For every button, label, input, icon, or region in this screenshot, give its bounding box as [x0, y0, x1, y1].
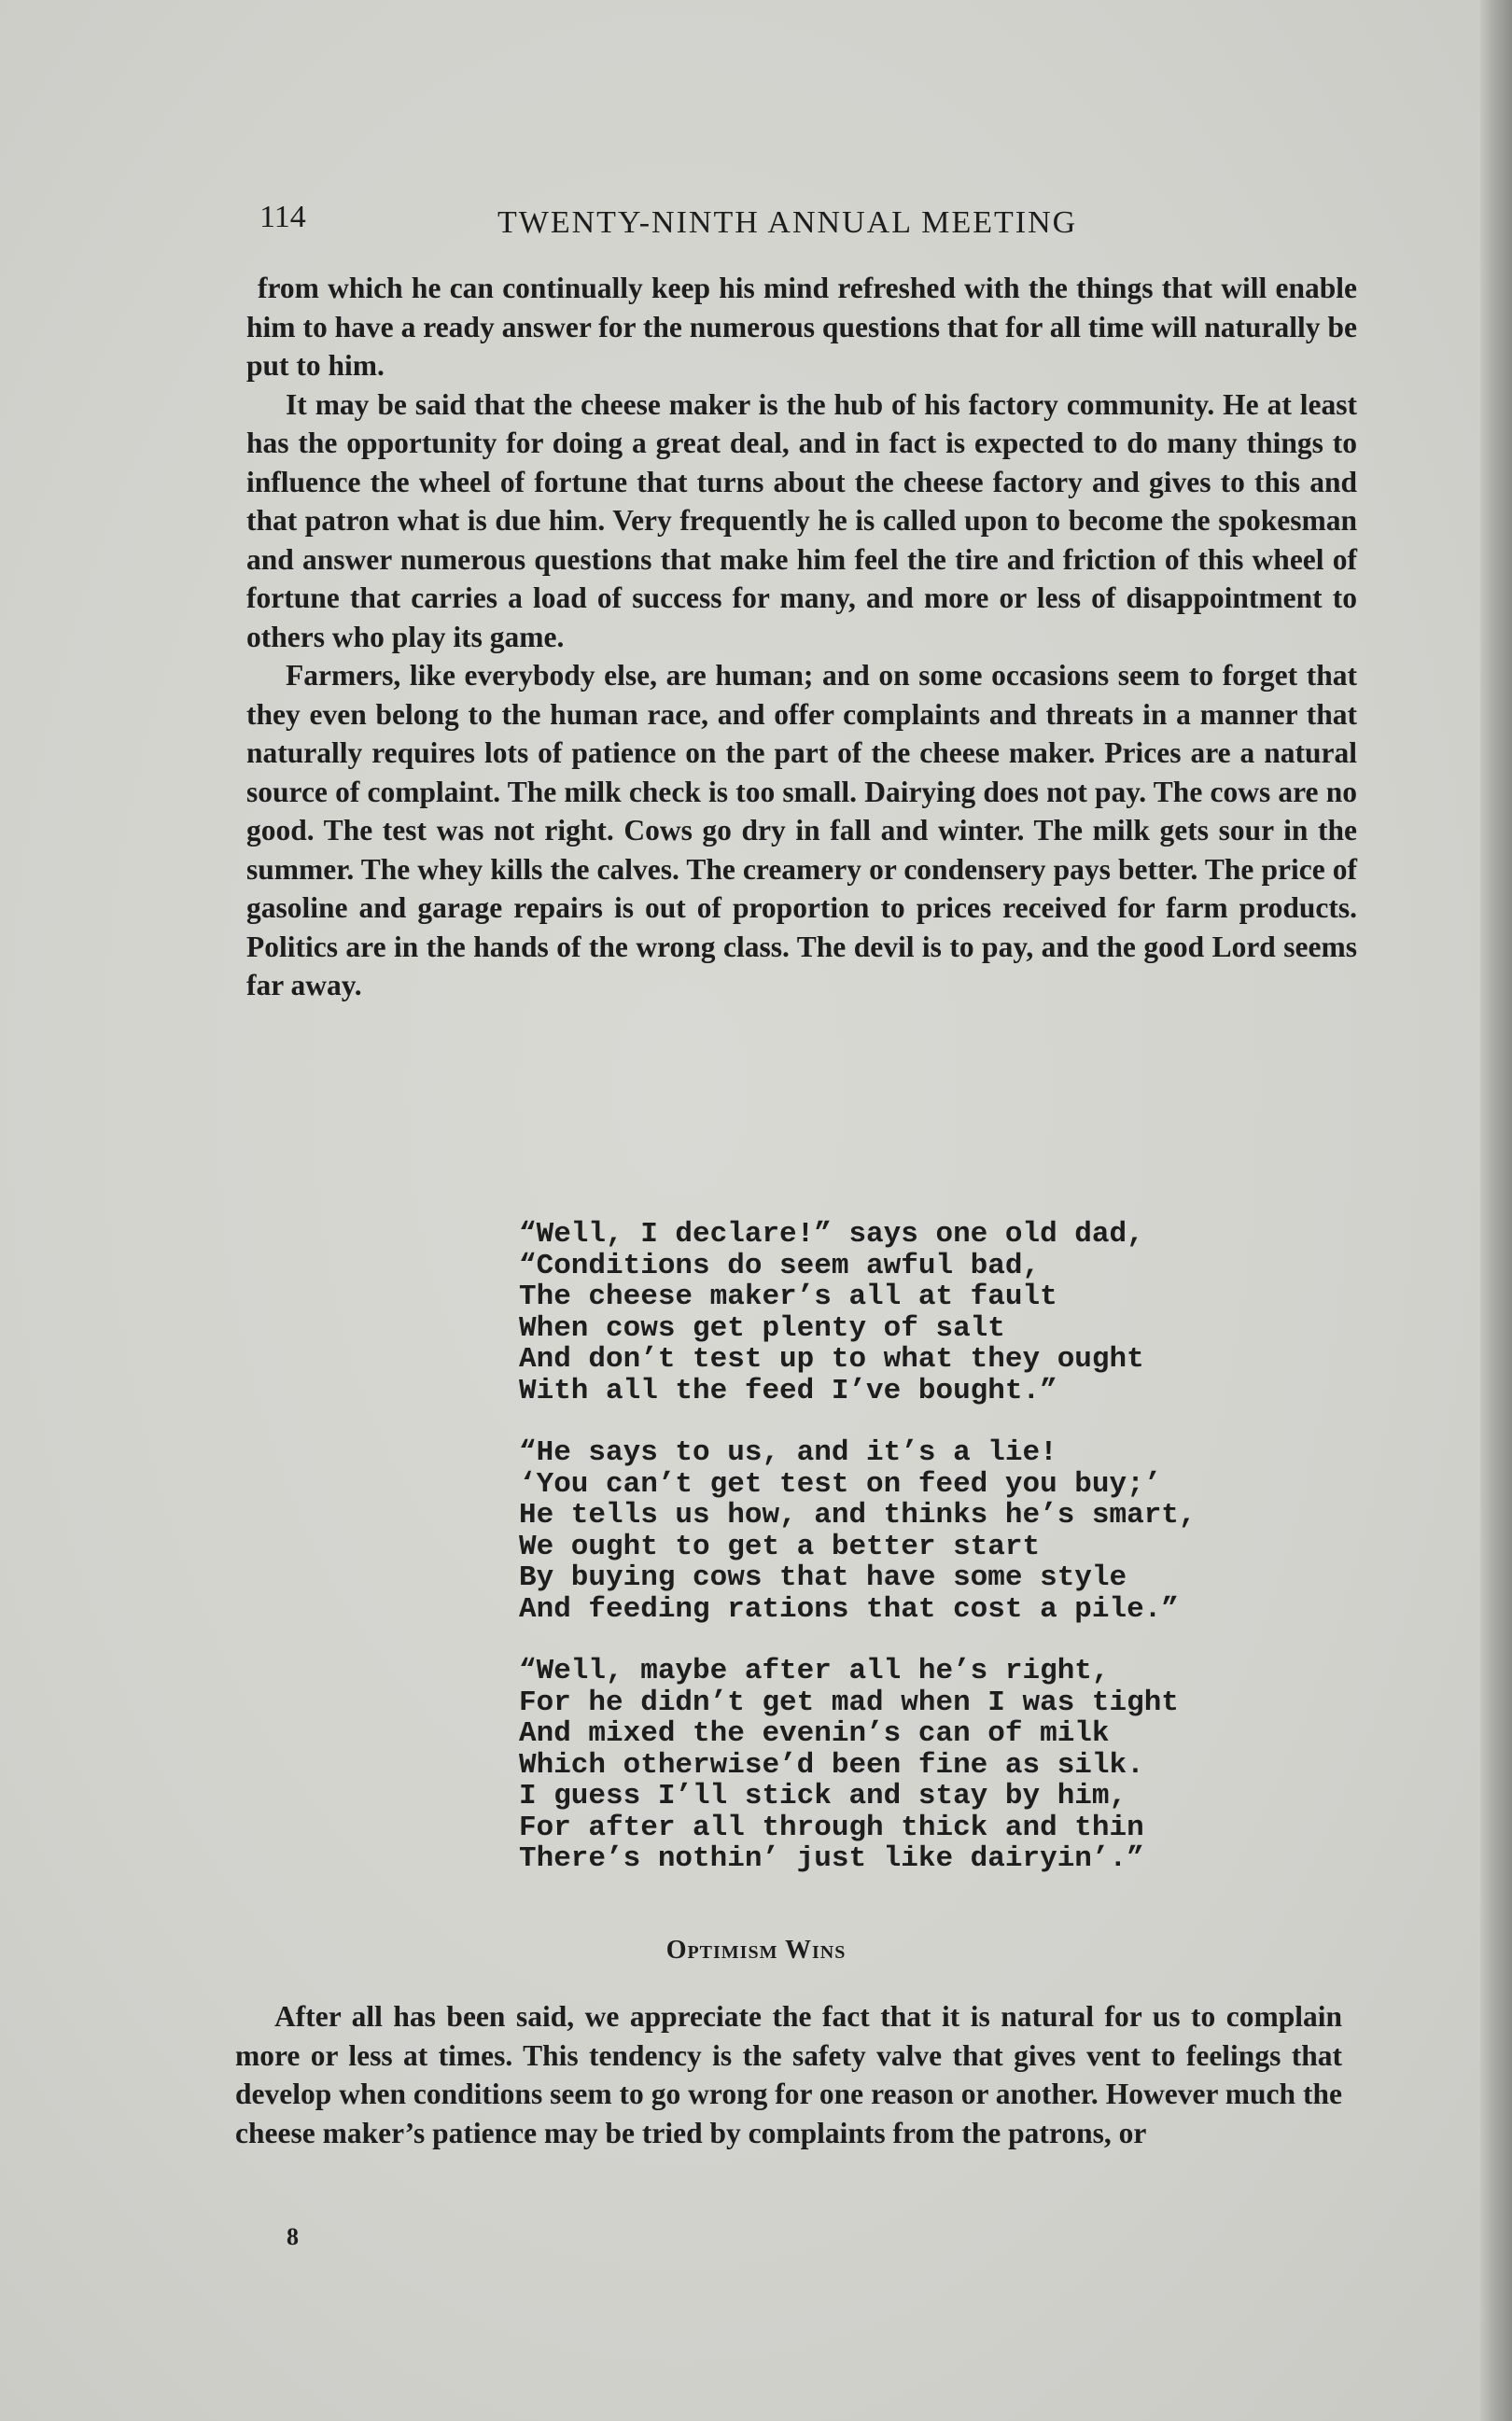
signature-mark: 8 [287, 2223, 299, 2250]
poem-line: There’s nothin’ just like dairyin’.” [519, 1842, 1144, 1875]
poem-stanza-2 [519, 1437, 1228, 1625]
paragraph-hub-of-community: It may be said that the cheese maker is the hub of his factory community. He at least has the opportunity for doing a great deal, and in fact is expected to do many things to influence the wheel of fortune that turns about the cheese factory and gives to this and that patron what is due him. Very frequently he is called upon to become the spokesman and answer numerous questions that make him feel the tire and friction of this wheel of fortune that carries a load of success for many, and more or less of disappointment to others who play its game. [246, 387, 1357, 653]
poem-stanza-1 [519, 1219, 1228, 1406]
poem-line: And feeding rations that cost a pile.” [519, 1592, 1179, 1626]
poem-line: “He says to us, and it’s a lie! [519, 1436, 1057, 1469]
poem-line: When cows get plenty of salt [519, 1311, 1005, 1345]
paragraph-continuation: from which he can continually keep his mind refreshed with the things that will enable him to have a ready answer for the numerous questions that for all time will naturally be put to him. [246, 272, 1357, 382]
poem-line: For he didn’t get mad when I was tight [519, 1686, 1179, 1719]
poem-line: Which otherwise’d been fine as silk. [519, 1748, 1144, 1782]
section-heading: Optimism Wins [665, 1936, 847, 1965]
running-head [259, 200, 1193, 246]
poem-stanza-3 [519, 1656, 1228, 1875]
poem-line: “Well, I declare!” says one old dad, [519, 1218, 1144, 1251]
poem-line: I guess I’ll stick and stay by him, [519, 1780, 1127, 1812]
poem-line: We ought to get a better start [519, 1530, 1041, 1563]
page-edge-shadow [1480, 0, 1512, 2421]
poem-line: “Well, maybe after all he’s right, [519, 1655, 1110, 1687]
body-text [246, 269, 1357, 1005]
poem-line: ‘You can’t get test on feed you buy;’ [519, 1467, 1162, 1501]
page-number: 114 [259, 200, 306, 234]
section-text [235, 1997, 1342, 2152]
paragraph-farmer-complaints: Farmers, like everybody else, are human; and on some occasions seem to forget that they even belong to the human race, and offer complaints and threats in a manner that naturally requires lots of patience on the part of the cheese maker. Prices are a natural source of complaint. The milk check is too small. Dairying does not pay. The cows are no good. The test was not right. Cows go dry in fall and winter. The milk gets sour in the summer. The whey kills the calves. The creamery or condensery pays better. The price of gasoline and garage repairs is out of proportion to prices received for farm products. Politics are in the hands of the wrong class. The devil is to pay, and the good Lord seems far away. [246, 659, 1357, 1001]
running-title: TWENTY-NINTH ANNUAL MEETING [497, 205, 1078, 240]
poem-line: “Conditions do seem awful bad, [519, 1249, 1041, 1282]
poem [519, 1219, 1228, 1906]
poem-line: The cheese maker’s all at fault [519, 1280, 1057, 1313]
poem-line: And mixed the evenin’s can of milk [519, 1717, 1110, 1750]
poem-line: With all the feed I’ve bought.” [519, 1374, 1057, 1407]
poem-line: By buying cows that have some style [519, 1561, 1127, 1594]
poem-line: And don’t test up to what they ought [519, 1343, 1144, 1376]
poem-line: He tells us how, and thinks he’s smart, [519, 1499, 1197, 1532]
poem-line: For after all through thick and thin [519, 1811, 1144, 1844]
paragraph-optimism: After all has been said, we appreciate the fact that it is natural for us to complain more or less at times. This tendency is the safety valve that gives vent to feelings that develop when conditions seem to go wrong for one reason or another. However much the cheese maker’s patience may be tried by complaints from the patrons, or [235, 2000, 1342, 2149]
